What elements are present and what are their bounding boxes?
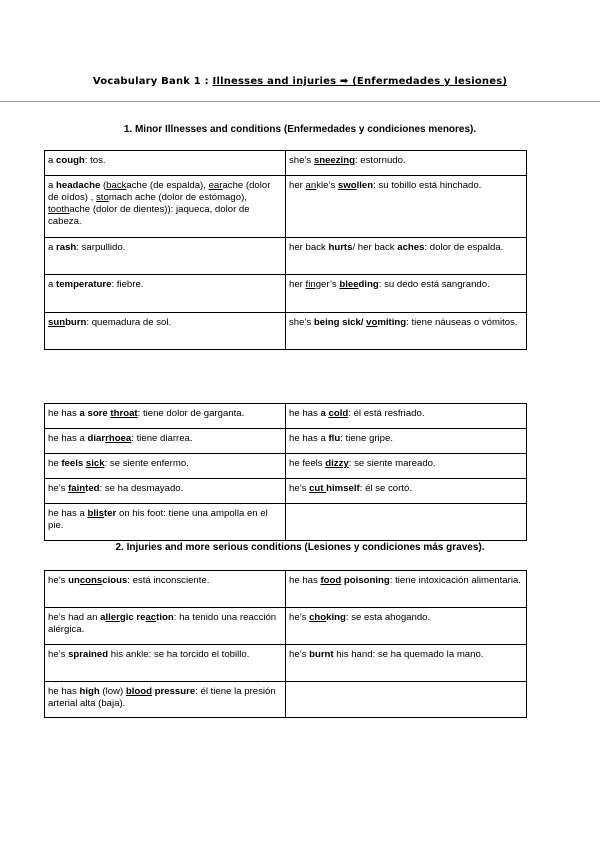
cell-text: ller [105, 612, 120, 623]
cell-text: ding [358, 279, 379, 290]
cell-text: back [106, 180, 127, 191]
page-title [0, 76, 600, 87]
table-cell [45, 479, 286, 504]
cell-text: : está inconsciente. [127, 575, 210, 586]
cell-text: ache (dolor de oídos) , [48, 180, 271, 203]
table-row [45, 454, 527, 479]
minor-illnesses-table [44, 150, 527, 350]
table-cell [45, 176, 286, 238]
cell-text: : ha tenido una reacción alérgica. [48, 612, 277, 635]
cell-text: : tiene intoxicación alimentaria. [389, 575, 521, 586]
cell-text: : él está resfriado. [348, 408, 425, 419]
table-cell [286, 645, 527, 682]
cell-text: temperature [56, 279, 112, 290]
cell-text: : él tiene la presión arterial alta (baja). [48, 686, 276, 709]
table-row [45, 645, 527, 682]
table-cell [286, 571, 527, 608]
cell-text: : se esta ahogando. [345, 612, 431, 623]
table-cell [286, 454, 527, 479]
cell-text: : se siente enfermo. [104, 458, 189, 469]
cell-text: a [48, 279, 57, 290]
cell-text: ear [208, 180, 223, 191]
cell-text: sprained [68, 649, 109, 660]
cell-text: hurts [328, 242, 353, 253]
cell-text: gic [119, 612, 137, 623]
cell-text: diar [87, 433, 106, 444]
table-row [45, 238, 527, 275]
cell-text: cho [309, 612, 327, 623]
cell-text: / her back [352, 242, 398, 253]
table-cell [286, 608, 527, 645]
table-cell [45, 151, 286, 176]
cell-text: king [326, 612, 346, 623]
cell-text: she’s [289, 155, 314, 166]
cell-text: : tos. [84, 155, 106, 166]
cell-text: throat [110, 408, 138, 419]
table-cell [45, 645, 286, 682]
cell-text: cons [79, 575, 103, 586]
cell-text: himself [326, 483, 360, 494]
cell-text: he’s [289, 612, 310, 623]
cell-text: fin [305, 279, 316, 290]
table-row [45, 608, 527, 645]
cell-text: : su dedo está sangrando. [378, 279, 490, 290]
cell-text: kle’s [316, 180, 338, 191]
cell-text: : tiene dolor de garganta. [137, 408, 245, 419]
table-row [45, 151, 527, 176]
table-cell [286, 504, 527, 541]
cell-text: a [320, 408, 329, 419]
table-row [45, 479, 527, 504]
cell-text: vo [366, 317, 378, 328]
cell-text: he’s [48, 483, 69, 494]
table-row [45, 571, 527, 608]
table-row [45, 429, 527, 454]
cell-text: his ankle: se ha torcido el tobillo. [108, 649, 250, 660]
cell-text: he’s had an [48, 612, 101, 623]
table-cell [45, 275, 286, 313]
cell-text: blood [125, 686, 152, 697]
cell-text: blee [339, 279, 359, 290]
cell-text: ache (dolor de dientes)): jaqueca, dolor de cabeza. [48, 204, 250, 227]
cell-text: he’s [48, 649, 69, 660]
cell-text: swo [337, 180, 357, 191]
table-cell [286, 151, 527, 176]
table-cell [45, 404, 286, 429]
cell-text: : fiebre. [111, 279, 144, 290]
cell-text: high [79, 686, 100, 697]
table-cell [45, 313, 286, 350]
cell-text: he’s [289, 649, 310, 660]
title-topic: Illnesses and injuries ➡ (Enfermedades y lesiones) [212, 76, 508, 87]
cell-text: he feels [289, 458, 326, 469]
cell-text: (low) [99, 686, 126, 697]
cell-text: pressure [151, 686, 196, 697]
cell-text: headache [56, 180, 101, 191]
cell-text: feels [61, 458, 86, 469]
cell-text: tooth [48, 204, 70, 215]
table-cell [45, 429, 286, 454]
serious-conditions-table [44, 570, 527, 718]
cell-text: he’s [289, 483, 310, 494]
cell-text: : estornudo. [354, 155, 406, 166]
table-cell [45, 571, 286, 608]
table-row [45, 275, 527, 313]
cell-text: : tiene náuseas o vómitos. [406, 317, 518, 328]
table-cell [45, 454, 286, 479]
table-cell [286, 275, 527, 313]
cell-text: he has [289, 575, 321, 586]
cell-text: : se ha desmayado. [99, 483, 184, 494]
cell-text: ache (de espalda), [126, 180, 209, 191]
cell-text: her [289, 180, 306, 191]
table-row [45, 504, 527, 541]
cell-text: an [305, 180, 317, 191]
cell-text: ter [104, 508, 117, 519]
cell-text: blis [87, 508, 105, 519]
table-row [45, 682, 527, 718]
cell-text: ac [145, 612, 157, 623]
cell-text: : dolor de espalda. [424, 242, 504, 253]
table-cell [45, 504, 286, 541]
cell-text: he [48, 458, 62, 469]
cell-text: he has a [48, 508, 88, 519]
cell-text: he has a [48, 433, 88, 444]
cell-text: : sarpullido. [76, 242, 126, 253]
cell-text: he has [48, 686, 80, 697]
cell-text: burnt [309, 649, 334, 660]
common-conditions-table [44, 403, 527, 541]
cell-text: he’s [48, 575, 69, 586]
table-cell [45, 608, 286, 645]
table-cell [286, 479, 527, 504]
cell-text: flu [328, 433, 341, 444]
cell-text: tion [156, 612, 174, 623]
table-cell [286, 404, 527, 429]
cell-text: ( [100, 180, 107, 191]
table-row [45, 313, 527, 350]
table-cell [286, 313, 527, 350]
cell-text: food [320, 575, 342, 586]
table-cell [45, 682, 286, 718]
cell-text: he has a [289, 433, 329, 444]
cell-text: her [289, 279, 306, 290]
cell-text: he has [289, 408, 321, 419]
cell-text: : quemadura de sol. [86, 317, 172, 328]
cell-text: sun [48, 317, 66, 328]
cell-text: a [48, 242, 57, 253]
section-1-heading: 1. Minor Illnesses and conditions (Enfermedades y condiciones menores). [123, 124, 477, 135]
table-row [45, 404, 527, 429]
table-cell [45, 238, 286, 275]
title-prefix: Vocabulary Bank 1 : [92, 76, 213, 87]
cell-text: cut [309, 483, 327, 494]
cell-text: llen [356, 180, 374, 191]
cell-text: fain [68, 483, 86, 494]
cell-text: : tiene gripe. [340, 433, 394, 444]
cell-text: : su tobillo está hinchado. [373, 180, 482, 191]
cell-text: cious [102, 575, 128, 586]
cell-text: un [68, 575, 80, 586]
cell-text: burn [65, 317, 87, 328]
cell-text: he has [48, 408, 80, 419]
cell-text: she’s [289, 317, 314, 328]
cell-text: sneezing [313, 155, 355, 166]
cell-text: his hand: se ha quemado la mano. [333, 649, 484, 660]
cell-text: ted [85, 483, 100, 494]
cell-text: : él se cortó. [359, 483, 413, 494]
cell-text: a [48, 155, 57, 166]
cell-text: rhoea [105, 433, 132, 444]
table-cell [286, 429, 527, 454]
cell-text: cold [328, 408, 349, 419]
title-divider [0, 101, 600, 102]
cell-text: being sick/ [313, 317, 367, 328]
cell-text: : tiene diarrea. [131, 433, 193, 444]
table-cell [286, 176, 527, 238]
cell-text: cough [56, 155, 85, 166]
cell-text: ger’s [315, 279, 340, 290]
cell-text: aches [397, 242, 425, 253]
section-2-heading: 2. Injuries and more serious conditions (Lesiones y condiciones más graves). [115, 542, 485, 553]
cell-text: on his foot: tiene una ampolla en el pie. [48, 508, 268, 531]
cell-text: : se siente mareado. [348, 458, 436, 469]
cell-text: sick [85, 458, 105, 469]
cell-text: her back [289, 242, 329, 253]
cell-text: dizzy [325, 458, 349, 469]
cell-text: sto [96, 192, 109, 203]
cell-text: a sore [79, 408, 111, 419]
cell-text: rash [56, 242, 77, 253]
cell-text: miting [377, 317, 407, 328]
cell-text: poisoning [341, 575, 390, 586]
cell-text: mach ache (dolor de estómago), [108, 192, 247, 203]
cell-text: a [48, 180, 57, 191]
table-cell [286, 682, 527, 718]
cell-text: re [136, 612, 146, 623]
cell-text: a [100, 612, 106, 623]
table-row [45, 176, 527, 238]
table-cell [286, 238, 527, 275]
